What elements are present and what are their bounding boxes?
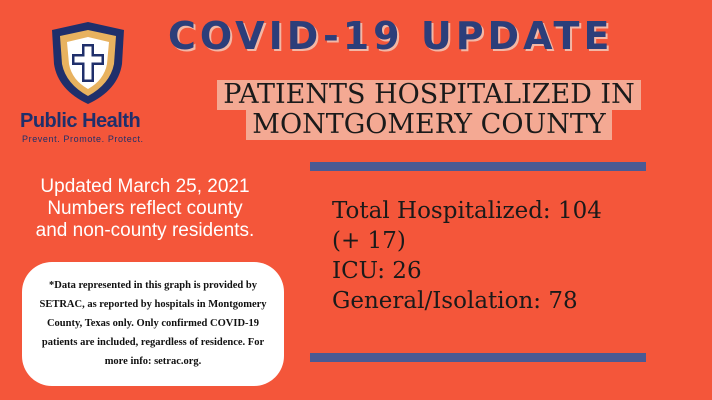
page-title: COVID-19 UPDATE [168,14,614,58]
total-hospitalized: Total Hospitalized: 104 [332,198,602,224]
subtitle-line-2: MONTGOMERY COUNTY [246,110,611,140]
updated-date: Updated March 25, 2021 [40,176,250,197]
data-source-text: *Data represented in this graph is provided by SETRAC, as reported by hospitals in Montgomery County, Texas only. Only confirmed COVID-19 patients are included, regardless of residence. For more info: setrac.org. [39,280,267,367]
general-isolation-count: General/Isolation: 78 [332,288,578,314]
logo-tagline: Prevent. Promote. Protect. [22,134,144,144]
update-info [0,176,290,242]
subtitle [184,80,674,140]
residents-note-line-2: and non-county residents. [35,220,255,241]
public-health-logo [20,20,170,150]
residents-note-line-1: Numbers reflect county [47,198,243,219]
total-change: (+ 17) [332,228,406,254]
logo-name: Public Health [20,110,141,132]
icu-count: ICU: 26 [332,258,422,284]
hospitalization-stats [332,196,692,316]
data-source-note [22,262,284,386]
shield-cross-icon [48,20,128,106]
bottom-divider [310,353,646,362]
subtitle-line-1: PATIENTS HOSPITALIZED IN [217,80,640,110]
top-divider [310,162,646,171]
